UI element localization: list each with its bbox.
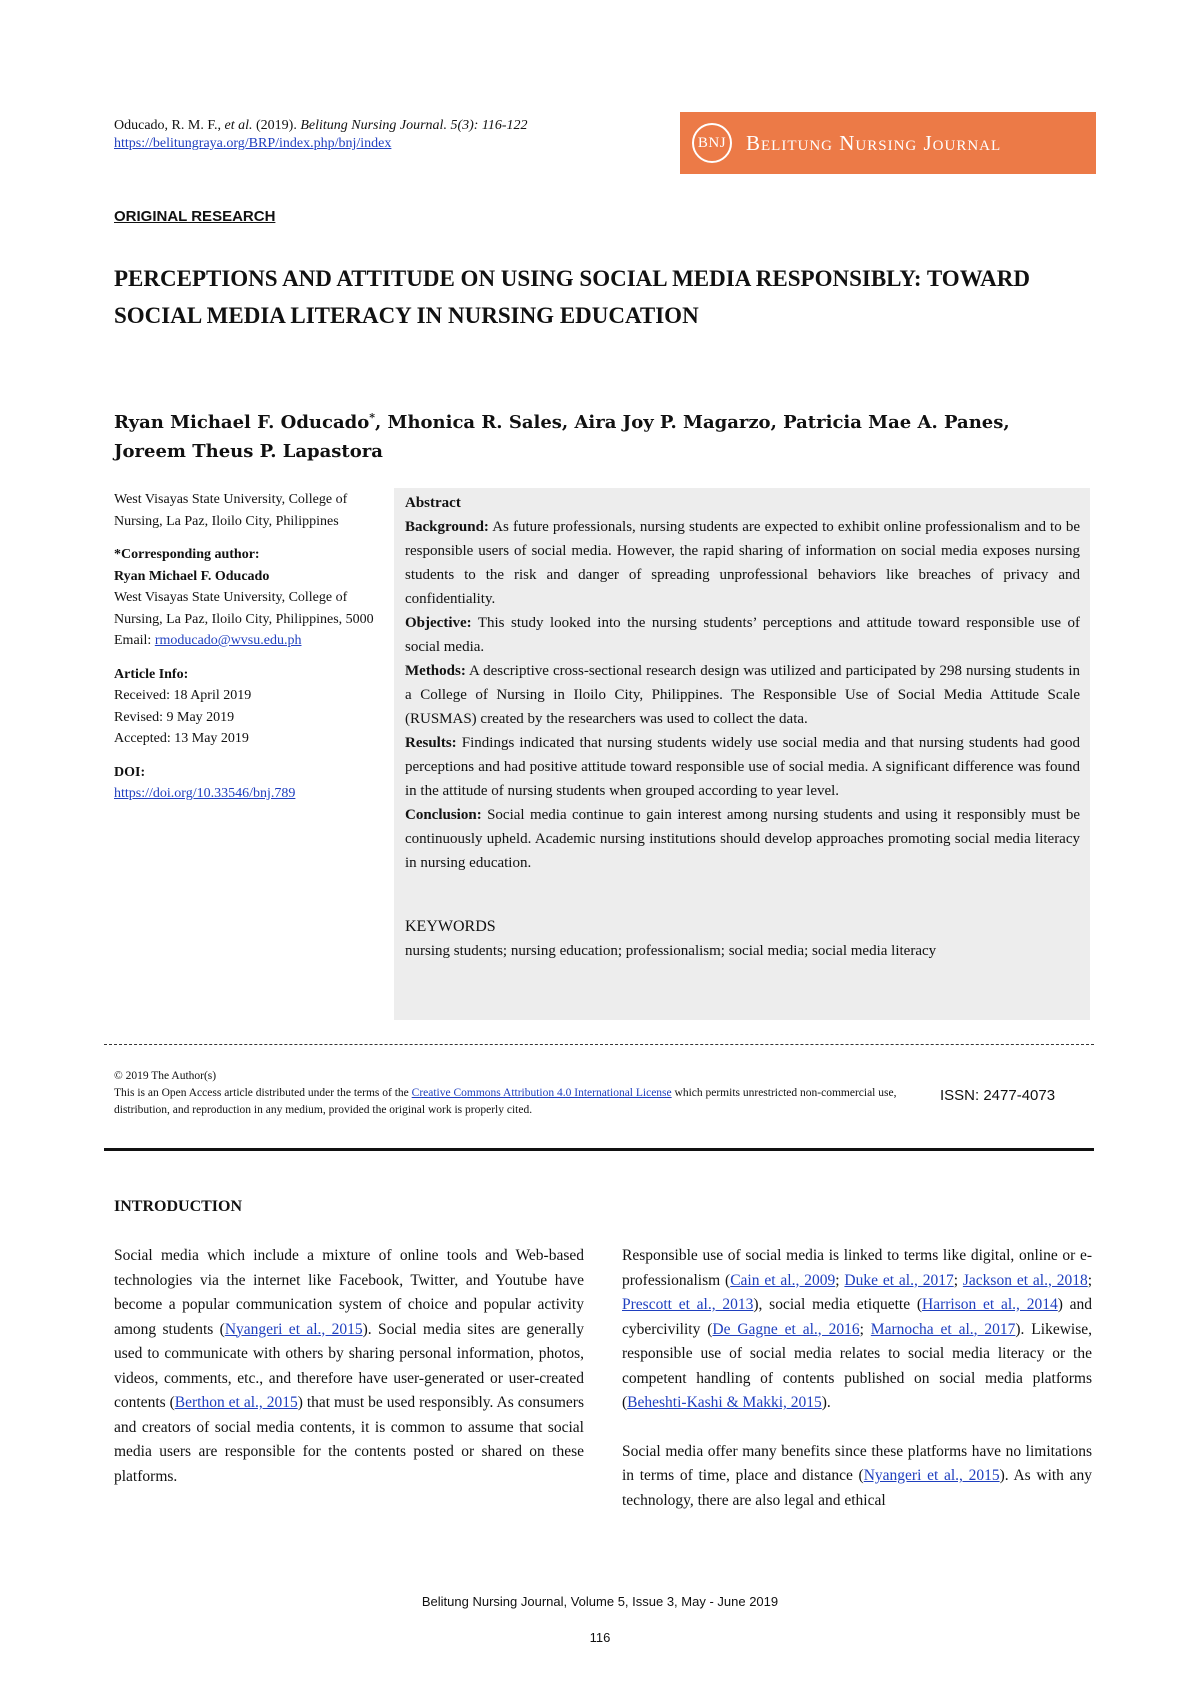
citation-link[interactable]: Berthon et al., 2015 <box>174 1394 298 1411</box>
article-info-label: Article Info: <box>114 666 189 682</box>
author-rest: , Mhonica R. Sales, Aira Joy P. Magarzo, Patricia Mae A. Panes, Joreem Theus P. Lapastora <box>114 412 1010 462</box>
accepted-date: Accepted: 13 May 2019 <box>114 731 249 746</box>
issn: ISSN: 2477-4073 <box>940 1087 1056 1104</box>
corresponding-mark: * <box>369 411 375 424</box>
citation-link[interactable]: Beheshti-Kashi & Makki, 2015 <box>627 1394 822 1411</box>
email-link[interactable]: rmoducado@wvsu.edu.ph <box>154 633 302 648</box>
author-list <box>114 403 1044 466</box>
methods-text: A descriptive cross-sectional research design was utilized and participated by 298 nursing students in a College of Nursing in Iloilo City, Philippines. The Responsible Use of Social Media Attitude Scale (RUSMAS) created by the researchers was used to collect the data. <box>405 663 1080 727</box>
corresponding-author-label: *Corresponding author: <box>114 547 260 562</box>
separator: ; <box>953 1271 963 1289</box>
page-number: 116 <box>589 1630 611 1645</box>
abstract-background <box>405 515 1080 611</box>
text-span: ). Likewise, responsible use of social media relates to social media literacy or the competent handling of contents published on social media platforms ( <box>622 1320 1093 1411</box>
section-label: ORIGINAL RESEARCH <box>114 208 276 225</box>
background-text: As future professionals, nursing students are expected to exhibit online professionalism and to be responsible users of social media. However, the rapid sharing of information on social media exposes nursing students to the risk and danger of spreading unprofessional behaviors like breaches of privacy and confidentiality. <box>405 519 1080 607</box>
license-text-before: This is an Open Access article distributed under the terms of the <box>114 1087 412 1099</box>
license-text <box>114 1085 914 1119</box>
results-text: Findings indicated that nursing students widely use social media and that nursing students had good perceptions and had positive attitude toward responsible use of social media. A significant difference was found in the attitude of nursing students when grouped according to year level. <box>405 735 1080 799</box>
abstract-heading: Abstract <box>405 495 461 511</box>
text-span: Social media which include a mixture of online tools and Web-based technologies via the internet like Facebook, Twitter, and Youtube have become a popular communication system of choice and popular activity among students ( <box>114 1247 584 1338</box>
abstract-box <box>394 488 1090 1020</box>
received-date: Received: 18 April 2019 <box>114 688 252 703</box>
citation-link[interactable]: Jackson et al., 2018 <box>962 1271 1088 1289</box>
results-label: Results: <box>405 735 457 751</box>
methods-label: Methods: <box>405 663 466 679</box>
citation-etal: et al. <box>224 118 253 133</box>
journal-url-link[interactable]: https://belitungraya.org/BRP/index.php/bnj/index <box>114 136 392 151</box>
citation-link[interactable]: Cain et al., 2009 <box>730 1271 836 1289</box>
paper-title: PERCEPTIONS AND ATTITUDE ON USING SOCIAL MEDIA RESPONSIBLY: TOWARD SOCIAL MEDIA LITERACY IN NURSING EDUCATION <box>114 266 1030 328</box>
abstract-conclusion <box>405 803 1080 875</box>
abstract-results <box>405 731 1080 803</box>
introduction-heading: INTRODUCTION <box>114 1198 243 1215</box>
author-first: Ryan Michael F. Oducado <box>114 412 370 433</box>
citation-link[interactable]: Nyangeri et al., 2015 <box>863 1467 1000 1484</box>
doi-link[interactable]: https://doi.org/10.33546/bnj.789 <box>114 786 296 801</box>
dashed-divider <box>104 1044 1094 1045</box>
objective-label: Objective: <box>405 615 472 631</box>
copyright-line: © 2019 The Author(s) <box>114 1070 217 1082</box>
separator: ; <box>1087 1271 1093 1289</box>
conclusion-label: Conclusion: <box>405 807 482 823</box>
citation-line <box>114 117 528 135</box>
intro-left-column <box>114 1244 584 1489</box>
intro-paragraph-1 <box>114 1244 584 1489</box>
text-span: Social media offer many benefits since these platforms have no limitations in terms of time, place and distance ( <box>622 1442 1092 1484</box>
revised-date: Revised: 9 May 2019 <box>114 709 235 725</box>
citation-journal: Belitung Nursing Journal. 5(3): 116-122 <box>300 118 528 133</box>
affiliation: West Visayas State University, College of Nursing, La Paz, Iloilo City, Philippines <box>114 492 348 529</box>
keywords-heading: KEYWORDS <box>405 918 496 935</box>
citation-link[interactable]: Harrison et al., 2014 <box>922 1296 1058 1313</box>
citation-header <box>114 117 528 153</box>
text-span: ) and cybercivility ( <box>622 1296 1093 1338</box>
journal-banner <box>680 112 1096 174</box>
email-label: Email: <box>114 633 155 648</box>
abstract-objective <box>405 611 1080 659</box>
intro-paragraph-3 <box>622 1440 1092 1514</box>
intro-paragraph-2 <box>622 1244 1092 1416</box>
objective-text: This study looked into the nursing students’ perceptions and attitude toward responsible use of social media. <box>405 615 1080 655</box>
text-span: Responsible use of social media is linked to terms like digital, online or e-professionalism ( <box>622 1247 1092 1289</box>
citation-link[interactable]: De Gagne et al., 2016 <box>712 1320 860 1338</box>
license-text-after: which permits unrestricted non-commercial use, distribution, and reproduction in any medium, provided the original work is properly cited. <box>114 1087 897 1116</box>
conclusion-text: Social media continue to gain interest among nursing students and using it responsibly must be continuously upheld. Academic nursing institutions should develop approaches promoting social media literacy in nursing education. <box>405 807 1080 871</box>
license-block <box>114 1068 914 1119</box>
solid-divider <box>104 1148 1094 1151</box>
citation-link[interactable]: Duke et al., 2017 <box>844 1271 954 1289</box>
journal-banner-name: Belitung Nursing Journal <box>746 130 1002 155</box>
text-span: ). As with any technology, there are also legal and ethical <box>622 1467 1092 1509</box>
article-info-column <box>114 489 374 805</box>
text-span: ), social media etiquette ( <box>753 1296 923 1313</box>
text-span: ). Social media sites are generally used to communicate with others by sharing personal information, photos, videos, comments, etc., and therefore have user-generated or user-created contents ( <box>114 1320 585 1411</box>
background-label: Background: <box>405 519 489 535</box>
corresponding-author-name: Ryan Michael F. Oducado <box>114 568 270 584</box>
abstract-methods <box>405 659 1080 731</box>
separator: ; <box>835 1271 845 1289</box>
citation-link[interactable]: Marnocha et al., 2017 <box>870 1320 1016 1338</box>
separator: ; <box>859 1320 871 1338</box>
citation-link[interactable]: Nyangeri et al., 2015 <box>224 1320 363 1338</box>
citation-year: (2019). <box>252 118 301 133</box>
text-span: ). <box>821 1394 831 1411</box>
keywords-list: nursing students; nursing education; professionalism; social media; social media literacy <box>405 943 937 959</box>
journal-logo-icon: BNJ <box>692 123 732 163</box>
citation-link[interactable]: Prescott et al., 2013 <box>622 1296 754 1313</box>
citation-authors: Oducado, R. M. F., <box>114 118 225 133</box>
cc-license-link[interactable]: Creative Commons Attribution 4.0 International License <box>411 1087 672 1099</box>
corresponding-address: West Visayas State University, College of Nursing, La Paz, Iloilo City, Philippines, 5000 <box>114 590 374 627</box>
footer-journal: Belitung Nursing Journal, Volume 5, Issue 3, May - June 2019 <box>421 1594 779 1609</box>
text-span: ) that must be used responsibly. As consumers and creators of social media contents, it is common to assume that social media users are responsible for the contents posted or shared on these platforms. <box>114 1394 584 1485</box>
email-line <box>114 630 374 652</box>
doi-label: DOI: <box>114 764 146 780</box>
intro-right-column <box>622 1244 1092 1513</box>
